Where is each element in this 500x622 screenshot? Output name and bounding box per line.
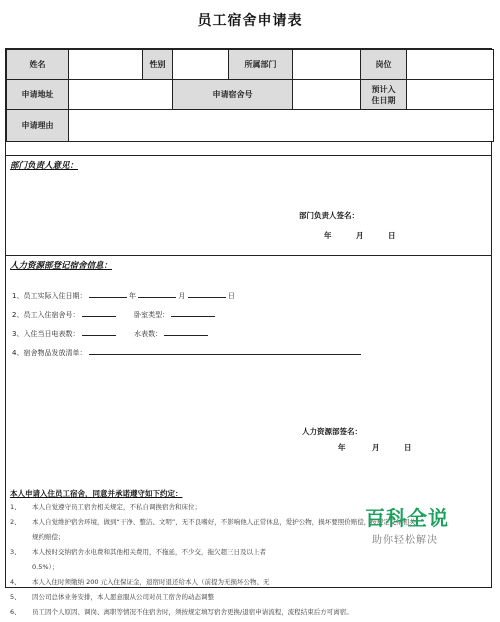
checkin-date-label-line1: 预计入 [371, 84, 396, 94]
applicant-info-grid [6, 49, 494, 142]
hr-checkin-day-blank[interactable] [188, 290, 226, 298]
post-label: 岗位 [361, 50, 407, 80]
hr-sign-label: 人力资源部签名： [302, 427, 362, 436]
rule-item-text: 规约赔偿； [32, 533, 65, 541]
hr-items-line [12, 347, 361, 358]
hr-checkin-month-label: 月 [178, 292, 186, 300]
hr-checkin-date-label: 1、员工实际入住日期： [12, 292, 87, 300]
checkin-date-label-line2: 住日期 [371, 95, 396, 105]
rule-item-text: 本人自觉维护宿舍环境，做到“干净、整洁、文明”，无不良嗜好，不影响他人正常休息，爱护公物，损坏要照价赔偿，按规定交纳相关 [32, 518, 416, 526]
rule-item [10, 547, 480, 557]
hr-electric-meter-blank[interactable] [82, 328, 116, 336]
reason-label: 申请理由 [7, 110, 69, 142]
dept-opinion-header: 部门负责人意见： [10, 161, 79, 171]
rule-item-number: 3、 [10, 548, 21, 556]
post-field[interactable] [407, 50, 494, 80]
department-field[interactable] [293, 50, 361, 80]
hr-bedroom-type-blank[interactable] [171, 309, 215, 317]
name-field[interactable] [69, 50, 143, 80]
watermark-brand: 百科全说 [365, 506, 449, 530]
rule-item [10, 607, 480, 617]
page-title: 员工宿舍申请表 [197, 13, 303, 29]
hr-electric-meter-label: 3、入住当日电表数： [12, 330, 80, 338]
rule-item-number: 5、 [10, 593, 21, 601]
gender-field[interactable] [173, 50, 229, 80]
rule-item-text: 本人按时交纳宿舍水电费和其他相关费用，不拖延，不少交，拖欠超三日及以上者 [32, 548, 266, 556]
rule-item-number: 4、 [10, 578, 21, 586]
watermark-slogan: 助你轻松解决 [372, 535, 438, 546]
hr-checkin-year-blank[interactable] [89, 290, 127, 298]
rule-item [10, 577, 480, 587]
name-label: 姓名 [7, 50, 69, 80]
gender-label: 性别 [143, 50, 173, 80]
hr-items-blank[interactable] [89, 347, 361, 355]
rule-item-text: 本人自觉遵守员工宿舍相关规定，不私自调换宿舍和床位； [32, 503, 201, 511]
hr-items-label: 4、宿舍物品发放清单： [12, 349, 87, 357]
hr-checkin-year-label: 年 [128, 292, 136, 300]
hr-bedroom-type-label: 卧室类型： [134, 311, 170, 319]
dept-sign-year: 年 [324, 231, 332, 240]
hr-checkin-date-line [12, 290, 235, 301]
rule-item-text: 0.5%）； [32, 563, 59, 571]
dept-sign-day: 日 [388, 231, 396, 240]
hr-checkin-month-blank[interactable] [138, 290, 176, 298]
rule-item [10, 562, 480, 572]
apply-address-label: 申请地址 [7, 80, 69, 110]
rules-header: 本人申请入住员工宿舍，同意并承诺遵守如下约定： [10, 489, 183, 498]
dept-sign-month: 月 [356, 231, 364, 240]
dorm-number-field[interactable] [293, 80, 361, 110]
apply-address-field[interactable] [69, 80, 173, 110]
hr-sign-day: 日 [404, 443, 412, 452]
hr-room-line [12, 309, 215, 320]
hr-sign-year: 年 [338, 443, 346, 452]
hr-registration-header: 人力资源部登记宿舍信息： [10, 261, 113, 271]
rule-item-number: 6、 [10, 608, 21, 616]
department-label: 所属部门 [229, 50, 293, 80]
hr-water-meter-label: 水表数： [134, 330, 163, 338]
hr-water-meter-blank[interactable] [164, 328, 208, 336]
rule-item-text: 本人入住时须缴纳 200 元入住保证金，退宿时退还给本人（前提为无损坏公物、无 [32, 578, 270, 586]
hr-sign-month: 月 [372, 443, 380, 452]
rule-item-number: 1、 [10, 503, 21, 511]
checkin-date-label [361, 80, 407, 110]
checkin-date-field[interactable] [407, 80, 494, 110]
rule-item [10, 592, 480, 602]
dorm-number-label: 申请宿舍号 [173, 80, 293, 110]
rule-item-text: 因公司总体业务安排，本人愿意服从公司对员工宿舍的动态调整 [32, 593, 214, 601]
dept-sign-label: 部门负责人签名： [299, 211, 359, 220]
hr-meter-line [12, 328, 208, 339]
dept-opinion-section [6, 155, 491, 255]
hr-checkin-day-label: 日 [227, 292, 235, 300]
rule-item-text: 员工因个人原因、调岗、离职等情况不住宿舍时，须按规定填写宿舍更换/退宿申请流程，流程结束后方可离宿。 [32, 608, 353, 616]
hr-room-number-blank[interactable] [82, 309, 116, 317]
rule-item-number: 2、 [10, 518, 21, 526]
hr-room-number-label: 2、员工入住宿舍号： [12, 311, 80, 319]
reason-field[interactable] [69, 110, 494, 142]
